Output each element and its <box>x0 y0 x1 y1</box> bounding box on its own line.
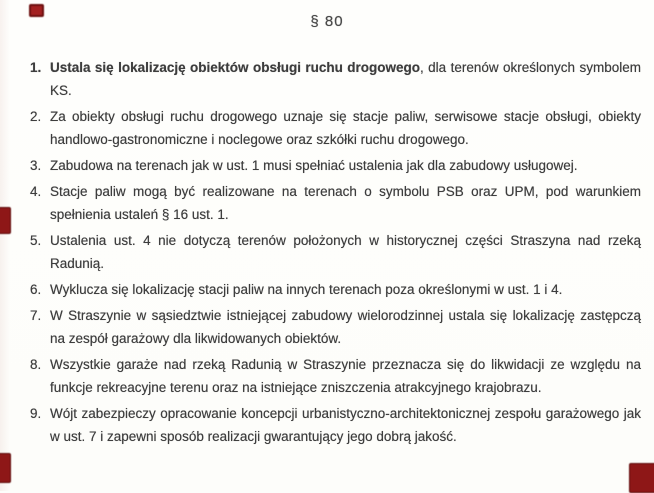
list-item <box>30 56 641 102</box>
red-scan-mark-icon <box>629 463 654 493</box>
item-text-bold: Ustala się lokalizację obiektów obsługi ruchu drogowego <box>50 60 421 75</box>
red-scan-mark-icon <box>0 207 11 234</box>
list-item <box>30 402 641 448</box>
list-item <box>30 278 641 301</box>
item-number: 8. <box>30 357 42 372</box>
red-scan-mark-icon <box>29 4 44 17</box>
list-item <box>30 353 641 399</box>
item-number: 6. <box>30 282 42 297</box>
item-text <box>50 56 641 102</box>
item-number: 3. <box>30 158 42 173</box>
item-number: 2. <box>30 109 42 124</box>
list-item <box>30 180 641 226</box>
list-item <box>30 304 641 350</box>
list-item <box>30 105 641 151</box>
list-item <box>30 154 641 177</box>
numbered-clause-list <box>30 56 641 451</box>
section-heading: § 80 <box>310 13 344 30</box>
item-text: Stacje paliw mogą być realizowane na terenach o symbolu PSB oraz UPM, pod warunkiem spełnienia ustaleń § 16 ust. 1. <box>50 184 641 222</box>
list-item <box>30 229 641 275</box>
item-text: Wszystkie garaże nad rzeką Radunią w Straszynie przeznacza się do likwidacji ze względu na funkcje rekreacyjne terenu oraz na istniejące zniszczenia atrakcyjnego krajobrazu. <box>50 357 641 395</box>
red-scan-mark-icon <box>0 453 11 483</box>
item-number: 5. <box>30 233 42 248</box>
item-number: 9. <box>30 406 42 421</box>
item-text-rest: , dla terenów określonych symbolem KS. <box>50 60 641 98</box>
item-number: 7. <box>30 308 42 323</box>
item-text: Wójt zabezpieczy opracowanie koncepcji urbanistyczno-architektonicznej zespołu garażowego jak w ust. 7 i zapewni sposób realizacji gwarantujący jego dobrą jakość. <box>50 406 641 444</box>
item-text: Wyklucza się lokalizację stacji paliw na innych terenach poza określonymi w ust. 1 i 4. <box>50 282 563 297</box>
item-text: Zabudowa na terenach jak w ust. 1 musi spełniać ustalenia jak dla zabudowy usługowej. <box>50 158 578 173</box>
item-text: Za obiekty obsługi ruchu drogowego uznaje się stacje paliw, serwisowe stacje obsługi, obiekty handlowo-gastronomiczne i noclegowe oraz szkółki ruchu drogowego. <box>50 109 641 147</box>
item-text: W Straszynie w sąsiedztwie istniejącej zabudowy wielorodzinnej ustala się lokalizację zastępczą na zespół garażowy dla likwidowanych obiektów. <box>50 308 641 346</box>
item-number: 1. <box>30 60 42 75</box>
item-text: Ustalenia ust. 4 nie dotyczą terenów położonych w historycznej części Straszyna nad rzeką Radunią. <box>50 233 641 271</box>
item-number: 4. <box>30 184 42 199</box>
